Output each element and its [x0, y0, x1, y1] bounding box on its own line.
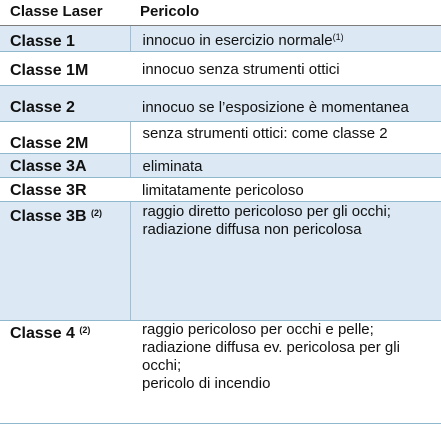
laser-class-label: Classe 1M: [10, 62, 88, 79]
danger-text-line: radiazione diffusa ev. pericolosa per gli: [142, 339, 441, 357]
laser-class-cell: [0, 321, 130, 424]
table-row: [0, 122, 441, 154]
danger-description-cell: [130, 178, 441, 202]
laser-class-label: Classe 1: [10, 33, 75, 50]
danger-description-cell: [130, 86, 441, 122]
laser-class-label: Classe 3R: [10, 182, 87, 199]
danger-text-line: eliminata: [143, 158, 441, 176]
laser-class-label: Classe 4: [10, 325, 75, 342]
table-row: [0, 26, 441, 52]
danger-description-cell: [130, 154, 441, 178]
table-row: [0, 178, 441, 202]
footnote-ref: (1): [333, 32, 344, 42]
header-class: Classe Laser: [0, 0, 130, 26]
laser-class-cell: [0, 52, 130, 86]
danger-text-line: innocuo senza strumenti ottici: [142, 61, 441, 79]
laser-class-label: Classe 3A: [10, 158, 87, 175]
footnote-ref: (2): [91, 208, 102, 218]
danger-description-cell: [130, 52, 441, 86]
danger-description-cell: [130, 321, 441, 424]
danger-description-cell: [130, 202, 441, 321]
laser-class-label: Classe 2: [10, 99, 75, 116]
danger-text-line: raggio diretto pericoloso per gli occhi;: [143, 203, 441, 221]
table-row: [0, 86, 441, 122]
laser-class-cell: [0, 26, 130, 52]
laser-class-label: Classe 2M: [10, 135, 88, 152]
danger-text-line: limitatamente pericoloso: [142, 182, 441, 200]
footnote-ref: (2): [79, 325, 90, 335]
table-row: [0, 202, 441, 321]
danger-text-line: radiazione diffusa non pericolosa: [143, 221, 441, 239]
laser-class-label: Classe 3B: [10, 208, 87, 225]
laser-class-cell: [0, 86, 130, 122]
table-row: [0, 154, 441, 178]
danger-text-line: innocuo se l’esposizione è momentanea: [142, 99, 441, 117]
danger-text-with-note: [143, 32, 441, 50]
danger-text-line: senza strumenti ottici: come classe 2: [143, 125, 441, 143]
danger-text-line: raggio pericoloso per occhi e pelle;: [142, 321, 441, 339]
danger-text-line: occhi;: [142, 357, 441, 375]
table-row: [0, 52, 441, 86]
table-body: [0, 26, 441, 424]
header-danger: Pericolo: [130, 0, 441, 26]
laser-class-cell: [0, 122, 130, 154]
header-row: [0, 0, 441, 26]
laser-class-cell: [0, 202, 130, 321]
table-row: [0, 321, 441, 424]
danger-text-line: innocuo in esercizio normale: [143, 32, 333, 49]
laser-class-cell: [0, 178, 130, 202]
danger-text-line: pericolo di incendio: [142, 375, 441, 393]
danger-description-cell: [130, 26, 441, 52]
laser-class-cell: [0, 154, 130, 178]
danger-description-cell: [130, 122, 441, 154]
